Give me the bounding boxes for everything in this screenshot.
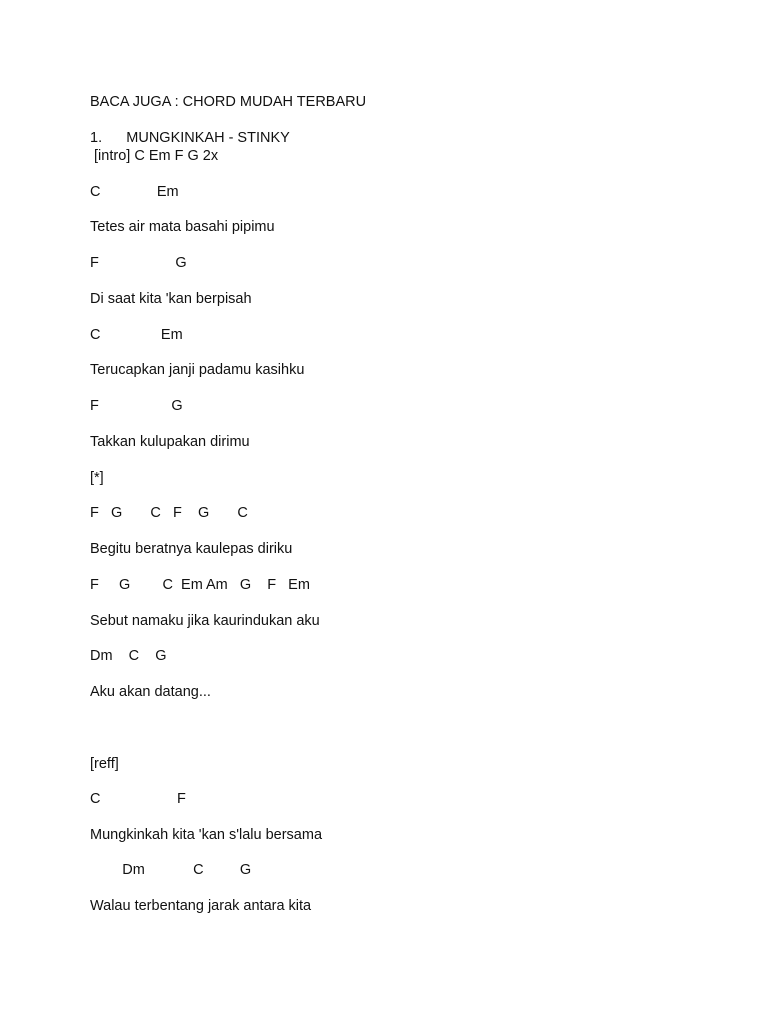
chord-line: F G C Em Am G F Em xyxy=(90,577,310,593)
song-title: 1. MUNGKINKAH - STINKY xyxy=(90,130,290,146)
prechorus-marker: [*] xyxy=(90,470,104,486)
lyric-line: Takkan kulupakan dirimu xyxy=(90,434,250,450)
chord-line: C F xyxy=(90,791,186,807)
lyric-line: Begitu beratnya kaulepas diriku xyxy=(90,541,293,557)
reff-marker: [reff] xyxy=(90,756,119,772)
chord-line: Dm C G xyxy=(90,862,252,878)
lyric-line: Terucapkan janji padamu kasihku xyxy=(90,362,305,378)
lyric-line: Tetes air mata basahi pipimu xyxy=(90,219,275,235)
lyric-line: Walau terbentang jarak antara kita xyxy=(90,898,312,914)
lyric-line: Mungkinkah kita 'kan s'lalu bersama xyxy=(90,827,323,843)
chord-line: F G C F G C xyxy=(90,505,248,521)
lyric-line: Aku akan datang... xyxy=(90,684,211,700)
intro-line: [intro] C Em F G 2x xyxy=(90,148,219,164)
lyric-line: Di saat kita 'kan berpisah xyxy=(90,291,252,307)
chord-line: Dm C G xyxy=(90,648,167,664)
chord-line: C Em xyxy=(90,327,183,343)
chord-line: C Em xyxy=(90,184,179,200)
chord-line: F G xyxy=(90,255,187,271)
chord-line: F G xyxy=(90,398,183,414)
lyric-line: Sebut namaku jika kaurindukan aku xyxy=(90,613,320,629)
header-text: BACA JUGA : CHORD MUDAH TERBARU xyxy=(90,94,367,110)
